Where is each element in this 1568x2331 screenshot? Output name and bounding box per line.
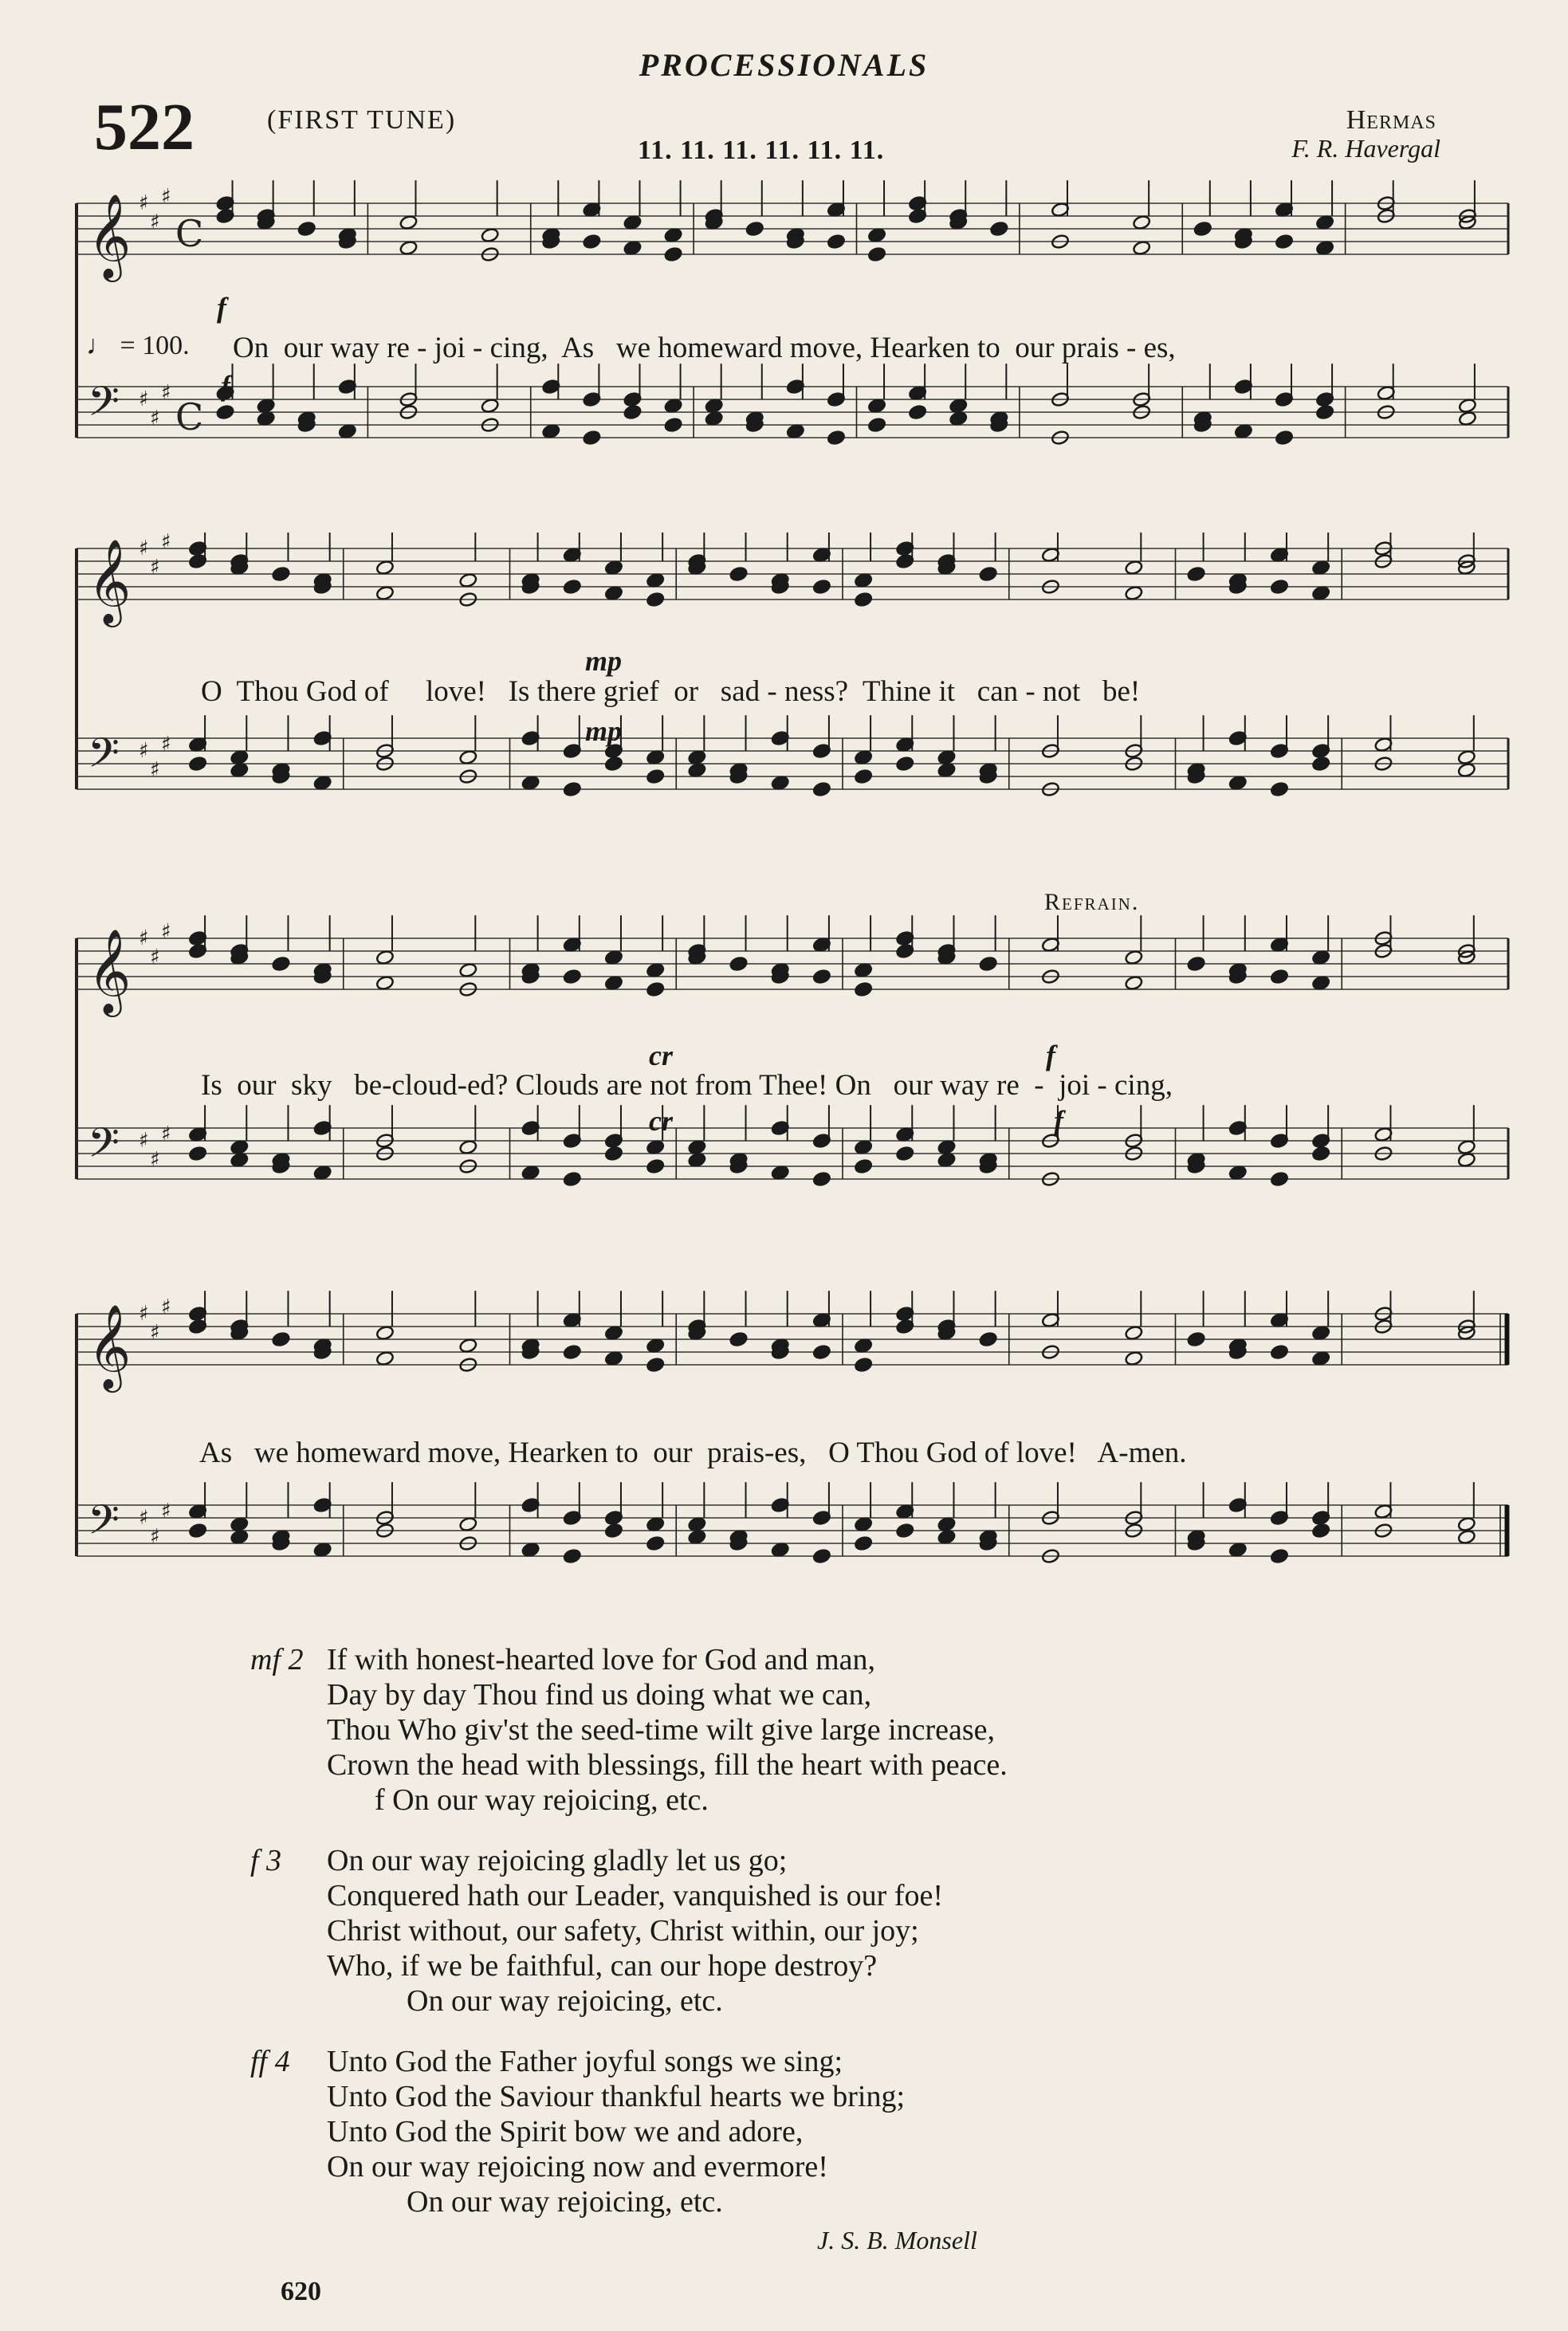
sharp-icon: ♯: [139, 926, 149, 950]
notehead: [563, 1344, 582, 1360]
dynamic-mark: f: [1054, 1105, 1063, 1137]
sharp-icon: ♯: [150, 945, 160, 969]
notehead: [771, 1542, 790, 1558]
notehead: [459, 749, 478, 765]
sharp-icon: ♯: [150, 407, 160, 430]
dynamic-mark: f: [217, 292, 226, 324]
notehead: [230, 1529, 249, 1545]
notehead: [604, 1523, 623, 1539]
notehead: [459, 1139, 478, 1155]
notehead: [604, 560, 623, 576]
tune-note: (FIRST TUNE): [267, 105, 457, 135]
verse-number: f 3: [250, 1844, 282, 1877]
notehead: [1457, 1152, 1476, 1168]
notehead: [1311, 756, 1330, 772]
notehead: [854, 1535, 873, 1551]
sharp-icon: ♯: [139, 1302, 149, 1326]
verse-line: Unto God the Spirit bow we and adore,: [327, 2115, 804, 2148]
notehead: [297, 221, 316, 237]
notehead: [1125, 949, 1144, 965]
notehead: [745, 221, 764, 237]
grand-staff-3: [65, 889, 1516, 1244]
treble-clef-icon: 𝄞: [88, 928, 132, 1013]
notehead: [1457, 1139, 1476, 1155]
notehead: [399, 214, 419, 230]
treble-clef-icon: 𝄞: [88, 193, 132, 278]
treble-clef-icon: 𝄞: [88, 1303, 132, 1389]
verse-line: Unto God the Father joyful songs we sing;: [327, 2045, 843, 2078]
notehead: [1270, 579, 1289, 595]
notehead: [937, 762, 957, 778]
notehead: [895, 756, 914, 772]
notehead: [1457, 749, 1476, 765]
notehead: [646, 962, 665, 978]
notehead: [1228, 1165, 1248, 1181]
notehead: [375, 560, 395, 576]
notehead: [786, 423, 805, 439]
notehead: [1270, 969, 1289, 985]
notehead: [1311, 1146, 1330, 1162]
notehead: [272, 566, 291, 582]
notehead: [338, 423, 357, 439]
sharp-icon: ♯: [139, 1506, 149, 1530]
notehead: [1125, 560, 1144, 576]
notehead: [272, 1331, 291, 1347]
notehead: [854, 1516, 873, 1532]
sharp-icon: ♯: [150, 210, 160, 234]
verse-line: Day by day Thou find us doing what we can,: [327, 1678, 872, 1712]
notehead: [1270, 1171, 1289, 1187]
notehead: [375, 1350, 395, 1366]
notehead: [623, 240, 643, 256]
bass-clef-icon: 𝄢: [88, 1496, 120, 1554]
notehead: [646, 1338, 665, 1354]
verse-line: Thou Who giv'st the seed-time wilt give large increase,: [327, 1713, 996, 1747]
notehead: [1311, 585, 1330, 601]
notehead: [230, 749, 249, 765]
sharp-icon: ♯: [161, 1500, 171, 1523]
notehead: [1311, 949, 1330, 965]
notehead: [854, 572, 873, 588]
notehead: [867, 227, 886, 243]
notehead: [188, 1146, 207, 1162]
notehead: [688, 749, 707, 765]
notehead: [1311, 975, 1330, 991]
notehead: [771, 1165, 790, 1181]
verse-line: If with honest-hearted love for God and man,: [327, 1643, 876, 1677]
notehead: [729, 1331, 749, 1347]
bass-clef-icon: 𝄢: [88, 1118, 120, 1177]
notehead: [646, 749, 665, 765]
notehead: [1275, 234, 1294, 250]
notehead: [729, 566, 749, 582]
notehead: [729, 956, 749, 972]
notehead: [1315, 240, 1334, 256]
notehead: [688, 1152, 707, 1168]
notehead: [854, 981, 873, 997]
page-number: 620: [281, 2277, 321, 2306]
dynamic-mark: mp: [585, 645, 623, 677]
lyrics-line: O Thou God of love! Is there grief or sad - ness? Thine it can - not be!: [201, 675, 1141, 708]
notehead: [812, 969, 831, 985]
notehead: [1125, 1325, 1144, 1341]
notehead: [646, 592, 665, 607]
notehead: [646, 1516, 665, 1532]
notehead: [854, 962, 873, 978]
notehead: [230, 1139, 249, 1155]
sharp-icon: ♯: [139, 387, 149, 411]
composer: F. R. Havergal: [1291, 134, 1440, 163]
verse-4: [250, 2044, 1008, 2219]
notehead: [521, 1165, 540, 1181]
music-system-2: [65, 533, 1516, 867]
notehead: [979, 956, 998, 972]
verse-refrain-line: f On our way rejoicing, etc.: [375, 1783, 709, 1817]
notehead: [812, 1548, 831, 1564]
notehead: [827, 430, 846, 446]
tempo-mark: ♩ = 100.: [86, 331, 190, 360]
notehead: [854, 1158, 873, 1174]
notehead: [542, 423, 561, 439]
notehead: [854, 1338, 873, 1354]
verses-block: [250, 1642, 1008, 2245]
sharp-icon: ♯: [139, 537, 149, 560]
notehead: [216, 404, 235, 420]
notehead: [1457, 762, 1476, 778]
notehead: [688, 1529, 707, 1545]
notehead: [604, 756, 623, 772]
notehead: [1193, 221, 1212, 237]
notehead: [908, 404, 927, 420]
tune-name: Hermas: [1346, 105, 1436, 135]
refrain-label: Refrain.: [1044, 889, 1140, 915]
notehead: [664, 246, 683, 262]
notehead: [521, 775, 540, 791]
sharp-icon: ♯: [139, 191, 149, 215]
notehead: [375, 1325, 395, 1341]
common-time-icon: C: [175, 395, 204, 438]
sharp-icon: ♯: [150, 758, 160, 782]
notehead: [313, 775, 332, 791]
notehead: [1132, 240, 1151, 256]
notehead: [1125, 975, 1144, 991]
notehead: [854, 1139, 873, 1155]
music-system-3: [65, 889, 1516, 1244]
notehead: [1125, 585, 1144, 601]
notehead: [990, 221, 1009, 237]
hymn-number: 522: [94, 90, 195, 164]
bass-clef-icon: 𝄢: [88, 377, 120, 435]
sharp-icon: ♯: [139, 1129, 149, 1153]
sharp-icon: ♯: [161, 920, 171, 944]
notehead: [867, 246, 886, 262]
notehead: [646, 572, 665, 588]
notehead: [563, 1548, 582, 1564]
notehead: [1270, 781, 1289, 797]
notehead: [867, 398, 886, 414]
text-author: J. S. B. Monsell: [817, 2226, 977, 2254]
notehead: [1270, 1548, 1289, 1564]
lyrics-line: Is our sky be-cloud-ed? Clouds are not from Thee! On our way re - joi - cing,: [201, 1069, 1173, 1102]
notehead: [867, 417, 886, 433]
verse-line: Christ without, our safety, Christ within, our joy;: [327, 1914, 919, 1948]
notehead: [705, 398, 724, 414]
notehead: [937, 1152, 957, 1168]
notehead: [459, 962, 478, 978]
notehead: [604, 1350, 623, 1366]
sharp-icon: ♯: [161, 733, 171, 757]
lyrics-line: As we homeward move, Hearken to our prais-es, O Thou God of love! A-men.: [199, 1437, 1187, 1469]
notehead: [1187, 956, 1206, 972]
bass-clef-icon: 𝄢: [88, 729, 120, 787]
notehead: [375, 585, 395, 601]
notehead: [937, 1139, 957, 1155]
lyrics-line: On our way re - joi - cing, As we homeward move, Hearken to our prais - es,: [233, 332, 1176, 364]
notehead: [937, 1516, 957, 1532]
sharp-icon: ♯: [161, 533, 171, 554]
notehead: [257, 398, 276, 414]
sharp-icon: ♯: [150, 1148, 160, 1172]
sharp-icon: ♯: [161, 381, 171, 405]
notehead: [854, 749, 873, 765]
section-title: PROCESSIONALS: [639, 47, 929, 83]
verse-refrain-line: On our way rejoicing, etc.: [407, 2185, 723, 2219]
notehead: [1457, 1516, 1476, 1532]
notehead: [481, 398, 500, 414]
sharp-icon: ♯: [150, 1525, 160, 1549]
notehead: [949, 411, 968, 426]
notehead: [563, 579, 582, 595]
verse-line: Who, if we be faithful, can our hope destroy?: [327, 1949, 878, 1983]
treble-clef-icon: 𝄞: [88, 538, 132, 623]
notehead: [604, 949, 623, 965]
notehead: [664, 417, 683, 433]
notehead: [623, 214, 643, 230]
common-time-icon: C: [175, 212, 204, 255]
notehead: [481, 227, 500, 243]
notehead: [854, 768, 873, 784]
sharp-icon: ♯: [150, 1321, 160, 1345]
notehead: [979, 566, 998, 582]
notehead: [688, 1516, 707, 1532]
dynamic-mark: mp: [585, 715, 623, 747]
notehead: [1457, 1529, 1476, 1545]
dynamic-mark: f: [1046, 1040, 1055, 1071]
notehead: [664, 398, 683, 414]
notehead: [895, 1146, 914, 1162]
notehead: [646, 1158, 665, 1174]
notehead: [1311, 1325, 1330, 1341]
notehead: [623, 404, 643, 420]
notehead: [688, 1139, 707, 1155]
notehead: [1270, 1344, 1289, 1360]
notehead: [1311, 1523, 1330, 1539]
meter: 11. 11. 11. 11. 11. 11.: [638, 136, 885, 165]
notehead: [1228, 775, 1248, 791]
verse-refrain-line: On our way rejoicing, etc.: [407, 1984, 723, 2018]
notehead: [646, 1357, 665, 1373]
verse-number: ff 4: [250, 2045, 290, 2078]
dynamic-mark: f: [221, 370, 230, 402]
notehead: [771, 775, 790, 791]
notehead: [937, 1529, 957, 1545]
notehead: [1315, 404, 1334, 420]
notehead: [949, 398, 968, 414]
notehead: [895, 1523, 914, 1539]
notehead: [664, 227, 683, 243]
notehead: [583, 430, 602, 446]
notehead: [521, 1542, 540, 1558]
notehead: [979, 1331, 998, 1347]
notehead: [604, 1146, 623, 1162]
notehead: [1311, 1350, 1330, 1366]
notehead: [399, 240, 419, 256]
dynamic-mark: cr: [649, 1040, 673, 1071]
notehead: [375, 975, 395, 991]
sharp-icon: ♯: [150, 556, 160, 580]
notehead: [257, 411, 276, 426]
notehead: [604, 585, 623, 601]
notehead: [375, 949, 395, 965]
notehead: [812, 1344, 831, 1360]
notehead: [563, 781, 582, 797]
notehead: [1234, 423, 1253, 439]
notehead: [705, 411, 724, 426]
notehead: [459, 1516, 478, 1532]
notehead: [1275, 430, 1294, 446]
notehead: [604, 1325, 623, 1341]
notehead: [459, 572, 478, 588]
notehead: [563, 969, 582, 985]
notehead: [812, 579, 831, 595]
verse-line: On our way rejoicing gladly let us go;: [327, 1844, 788, 1877]
notehead: [937, 749, 957, 765]
notehead: [604, 975, 623, 991]
notehead: [1125, 1350, 1144, 1366]
notehead: [230, 1152, 249, 1168]
notehead: [827, 234, 846, 250]
sharp-icon: ♯: [161, 1122, 171, 1146]
music-system-1: [65, 171, 1516, 506]
verse-line: Crown the head with blessings, fill the heart with peace.: [327, 1748, 1008, 1782]
notehead: [1458, 398, 1477, 414]
dynamic-mark: cr: [649, 1105, 673, 1137]
notehead: [688, 762, 707, 778]
notehead: [583, 234, 602, 250]
music-system-4: [65, 1266, 1516, 1625]
notehead: [1132, 214, 1151, 230]
notehead: [646, 1139, 665, 1155]
notehead: [459, 1338, 478, 1354]
notehead: [646, 981, 665, 997]
notehead: [230, 762, 249, 778]
notehead: [646, 768, 665, 784]
notehead: [313, 1165, 332, 1181]
notehead: [188, 1523, 207, 1539]
verse-line: Conquered hath our Leader, vanquished is our foe!: [327, 1879, 944, 1912]
notehead: [1228, 1542, 1248, 1558]
notehead: [313, 1542, 332, 1558]
notehead: [1315, 214, 1334, 230]
notehead: [563, 1171, 582, 1187]
notehead: [1311, 560, 1330, 576]
verse-number: mf 2: [250, 1643, 304, 1677]
notehead: [272, 956, 291, 972]
notehead: [812, 1171, 831, 1187]
verse-3: [250, 1843, 1008, 2018]
notehead: [1187, 1331, 1206, 1347]
notehead: [188, 756, 207, 772]
verse-line: Unto God the Saviour thankful hearts we bring;: [327, 2080, 906, 2113]
verse-line: On our way rejoicing now and evermore!: [327, 2150, 828, 2184]
sharp-icon: ♯: [161, 1295, 171, 1319]
notehead: [1458, 411, 1477, 426]
sharp-icon: ♯: [161, 185, 171, 209]
verse-2: [250, 1642, 1008, 1818]
notehead: [646, 1535, 665, 1551]
notehead: [854, 592, 873, 607]
sharp-icon: ♯: [139, 739, 149, 763]
notehead: [812, 781, 831, 797]
notehead: [854, 1357, 873, 1373]
notehead: [230, 1516, 249, 1532]
notehead: [1187, 566, 1206, 582]
